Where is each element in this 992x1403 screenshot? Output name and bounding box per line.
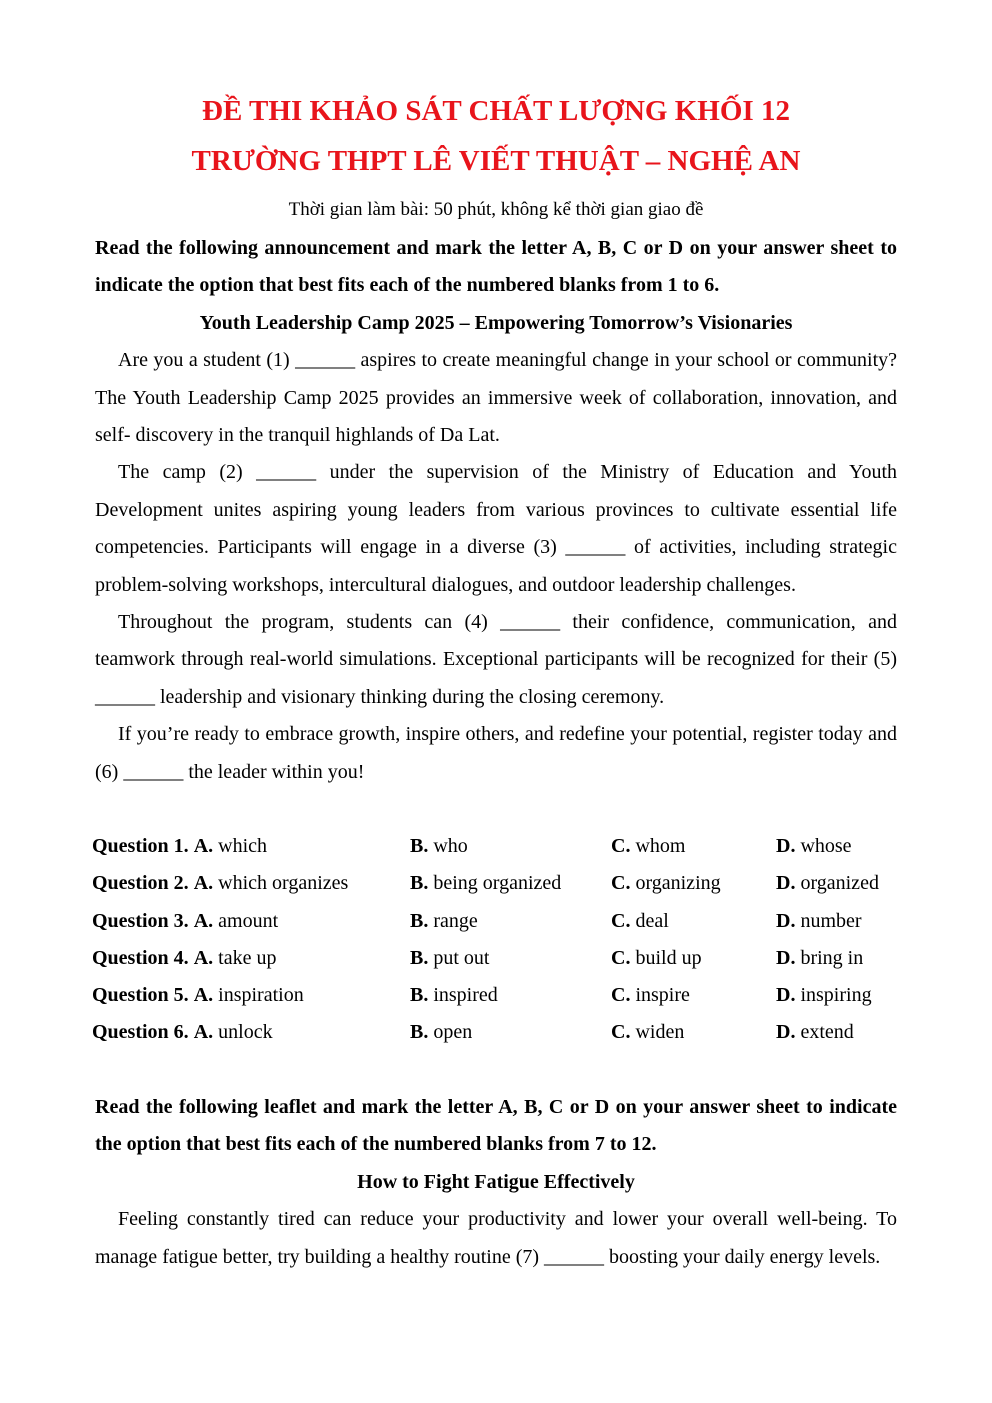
option-letter: B.	[410, 872, 429, 895]
question-list	[92, 828, 902, 1052]
option-text: whom	[635, 835, 686, 857]
option-text: widen	[635, 1021, 685, 1044]
option-text: open	[433, 1021, 473, 1044]
option-letter: D.	[776, 872, 796, 895]
option-letter: C.	[611, 872, 631, 895]
option-letter: D.	[776, 946, 796, 969]
option-letter: A.	[193, 946, 214, 969]
option-letter: B.	[410, 1021, 429, 1044]
option-letter: A.	[193, 872, 214, 895]
section1-heading: Youth Leadership Camp 2025 – Empowering Tomorrow’s Visionaries	[199, 311, 793, 334]
option-text: bring in	[800, 946, 864, 969]
question-row	[92, 865, 902, 902]
option-letter: B.	[410, 835, 429, 857]
option-letter: D.	[776, 909, 796, 932]
option-text: deal	[635, 909, 669, 932]
option-text: which	[218, 835, 268, 857]
option-text: whose	[800, 835, 852, 857]
option-text: inspired	[433, 984, 498, 1007]
option-text: inspiration	[218, 984, 304, 1007]
option-letter: A.	[193, 1021, 214, 1044]
option-letter: B.	[410, 909, 429, 932]
option-letter: D.	[776, 835, 796, 857]
option-letter: D.	[776, 984, 796, 1007]
passage-paragraph: The camp (2) ______ under the supervision of the Ministry of Education and Youth Development unites aspiring young leaders from various provinces to cultivate essential life competencies. Participants will engage in a diverse (3) ______ of activities, including strategic problem-solving workshops, intercultural dialogues, and outdoor leadership challenges.	[95, 461, 897, 596]
option-text: inspiring	[800, 984, 872, 1007]
option-letter: A.	[193, 835, 214, 857]
question-label: Question 5.	[92, 984, 189, 1007]
option-text: unlock	[218, 1021, 273, 1044]
option-text: organized	[800, 872, 879, 895]
question-label: Question 4.	[92, 946, 189, 969]
option-letter: D.	[776, 1021, 796, 1044]
option-letter: C.	[611, 1021, 631, 1044]
option-letter: C.	[611, 909, 631, 932]
option-letter: A.	[193, 909, 214, 932]
question-row	[92, 1014, 902, 1051]
option-text: extend	[800, 1021, 854, 1044]
section2	[95, 1089, 897, 1276]
question-row	[92, 828, 902, 865]
option-letter: C.	[611, 835, 631, 857]
option-text: take up	[218, 946, 277, 969]
option-letter: A.	[193, 984, 214, 1007]
passage-paragraph: Throughout the program, students can (4) ______ their confidence, communication, and teamwork through real-world simulations. Exceptional participants will be recognized for their (5) ______ leadership and visionary thinking during the closing ceremony.	[95, 611, 897, 708]
section2-instruction: Read the following leaflet and mark the letter A, B, C or D on your answer sheet to indicate the option that best fits each of the numbered blanks from 7 to 12.	[95, 1096, 897, 1156]
option-text: organizing	[635, 872, 721, 895]
option-text: number	[800, 909, 862, 932]
option-text: range	[433, 909, 478, 932]
passage-paragraph: If you’re ready to embrace growth, inspire others, and redefine your potential, register today and (6) ______ the leader within you!	[95, 723, 897, 783]
option-text: put out	[433, 946, 490, 969]
option-letter: B.	[410, 946, 429, 969]
option-letter: B.	[410, 984, 429, 1007]
school-title: TRƯỜNG THPT LÊ VIẾT THUẬT – NGHỆ AN	[191, 145, 801, 177]
option-text: inspire	[635, 984, 690, 1007]
option-text: who	[433, 835, 468, 857]
section2-heading: How to Fight Fatigue Effectively	[357, 1170, 635, 1193]
option-text: build up	[635, 946, 702, 969]
option-letter: C.	[611, 984, 631, 1007]
question-row	[92, 977, 902, 1014]
option-letter: C.	[611, 946, 631, 969]
question-label: Question 3.	[92, 909, 189, 932]
option-text: being organized	[433, 872, 562, 895]
time-note: Thời gian làm bài: 50 phút, không kể thời gian giao đề	[288, 199, 704, 220]
option-text: amount	[218, 909, 279, 932]
question-label: Question 1.	[92, 835, 189, 857]
leaflet-paragraph: Feeling constantly tired can reduce your productivity and lower your overall well-being. To manage fatigue better, try building a healthy routine (7) ______ boosting your daily energy levels.	[95, 1208, 897, 1268]
section1	[95, 230, 897, 791]
question-label: Question 2.	[92, 872, 189, 895]
question-row	[92, 940, 902, 977]
question-label: Question 6.	[92, 1021, 189, 1044]
section1-instruction: Read the following announcement and mark the letter A, B, C or D on your answer sheet to indicate the option that best fits each of the numbered blanks from 1 to 6.	[95, 237, 897, 297]
passage-paragraph: Are you a student (1) ______ aspires to create meaningful change in your school or community? The Youth Leadership Camp 2025 provides an immersive week of collaboration, innovation, and self- discovery in the tranquil highlands of Da Lat.	[95, 349, 897, 447]
exam-title: ĐỀ THI KHẢO SÁT CHẤT LƯỢNG KHỐI 12	[202, 95, 790, 127]
option-text: which organizes	[218, 872, 349, 895]
question-row	[92, 903, 902, 940]
